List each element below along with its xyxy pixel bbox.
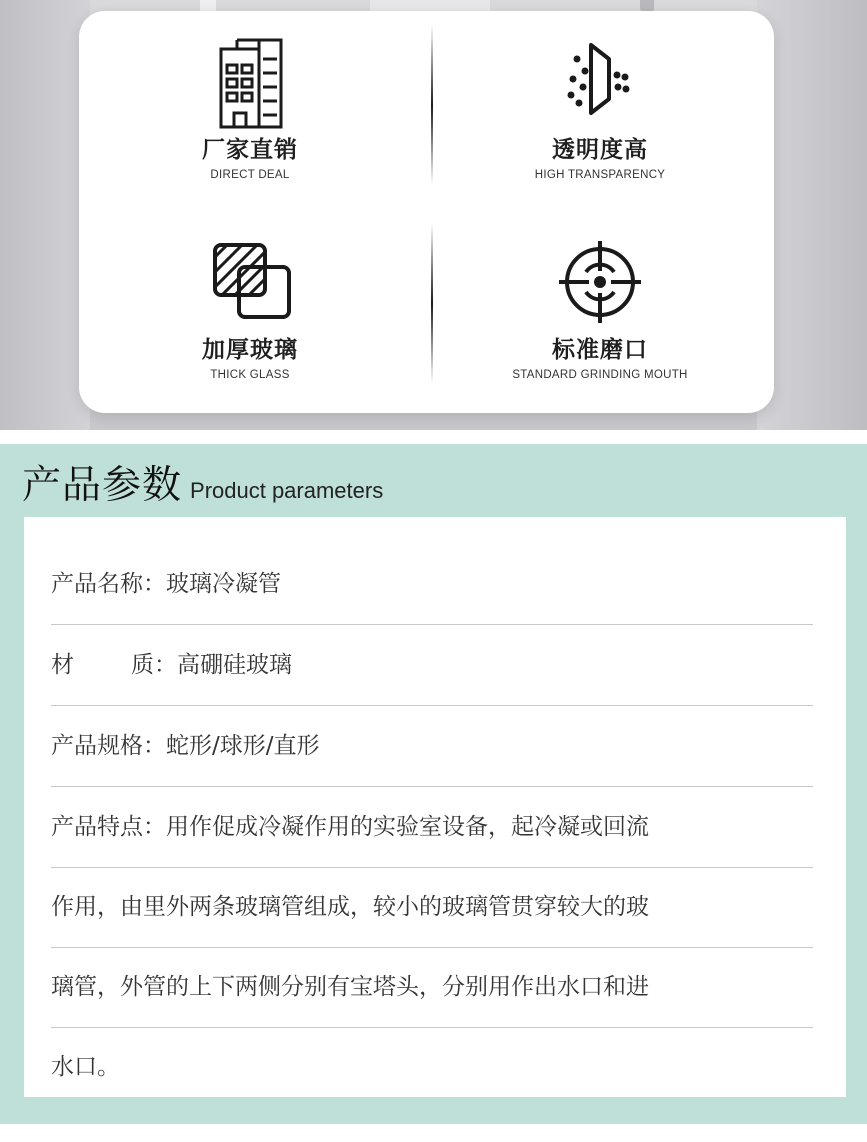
param-label: 产品规格： — [51, 733, 166, 759]
param-row-spec — [51, 706, 813, 787]
product-parameters-section — [0, 444, 867, 1124]
section-title-zh: 产品参数 — [22, 463, 183, 508]
features-card — [79, 11, 774, 413]
param-label: 产品名称： — [51, 571, 166, 597]
feature-title: 透明度高 — [552, 137, 648, 163]
param-value: 玻璃冷凝管 — [166, 571, 281, 597]
param-label: 产品特点： — [51, 814, 166, 840]
param-row-features-cont — [51, 1027, 813, 1108]
section-title-en: Product parameters — [190, 478, 384, 503]
transparency-icon — [555, 37, 645, 132]
feature-subtitle: HIGH TRANSPARENCY — [534, 169, 666, 181]
thick-glass-icon — [205, 237, 295, 332]
section-heading — [22, 454, 383, 510]
feature-title: 厂家直销 — [202, 137, 298, 163]
param-label: 材 — [51, 652, 74, 678]
param-row-features-cont — [51, 867, 813, 948]
param-row-features — [51, 787, 813, 868]
param-value: 水口。 — [51, 1054, 120, 1080]
parameters-panel — [24, 517, 846, 1097]
feature-subtitle: THICK GLASS — [210, 369, 290, 381]
param-row-features-cont — [51, 947, 813, 1028]
feature-title: 加厚玻璃 — [202, 337, 298, 363]
divider — [431, 223, 433, 383]
param-row-name — [51, 544, 813, 625]
param-value: 蛇形/球形/直形 — [166, 733, 320, 759]
feature-direct-deal — [120, 37, 380, 181]
feature-subtitle: DIRECT DEAL — [210, 169, 290, 181]
building-icon — [205, 37, 295, 132]
param-value: 用作促成冷凝作用的实验室设备，起冷凝或回流 — [166, 814, 649, 840]
param-label: 质： — [131, 652, 177, 678]
param-row-material — [51, 625, 813, 706]
divider — [431, 25, 433, 185]
feature-high-transparency — [470, 37, 730, 181]
param-value: 璃管，外管的上下两侧分别有宝塔头，分别用作出水口和进 — [51, 974, 649, 1000]
feature-thick-glass — [120, 237, 380, 381]
crosshair-icon — [555, 237, 645, 332]
param-value: 作用，由里外两条玻璃管组成，较小的玻璃管贯穿较大的玻 — [51, 894, 649, 920]
feature-title: 标准磨口 — [552, 337, 648, 363]
param-value: 高硼硅玻璃 — [177, 652, 292, 678]
feature-standard-grinding-mouth — [470, 237, 730, 381]
feature-subtitle: STANDARD GRINDING MOUTH — [512, 369, 688, 381]
